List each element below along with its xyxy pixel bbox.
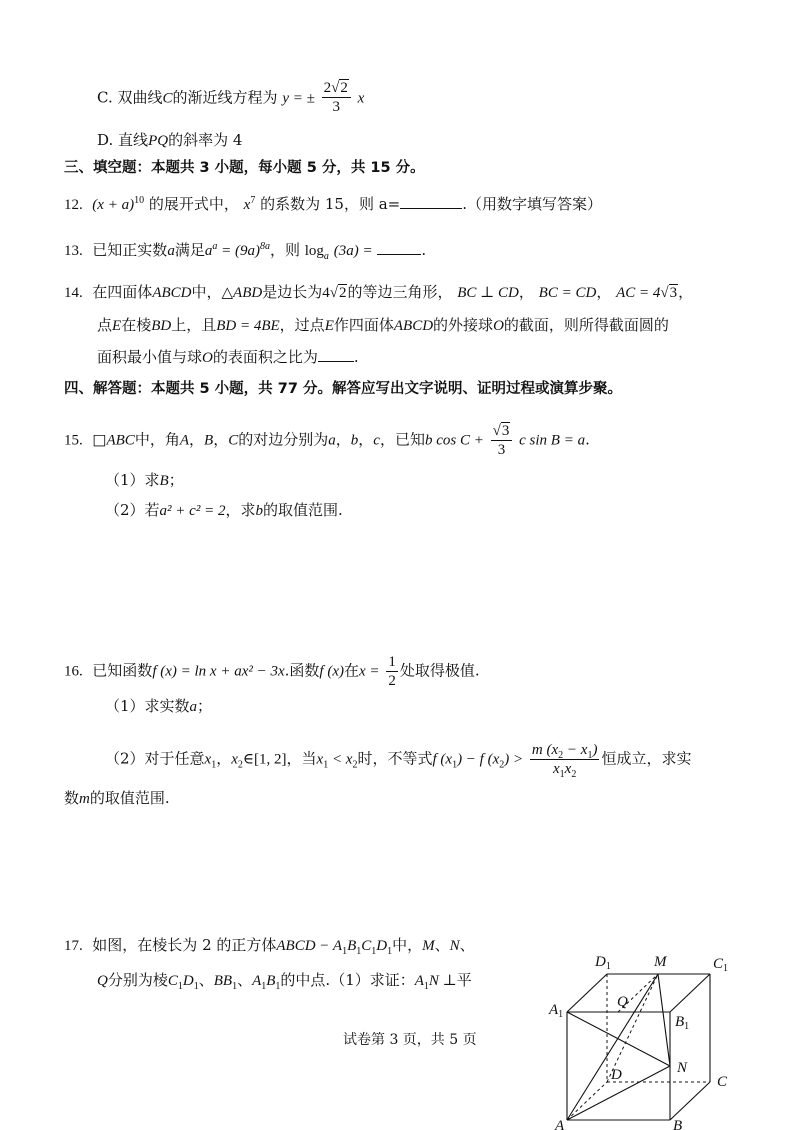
q16-part-2: （2）对于任意$x_1$，$x_2\in[1$, 2]，当$x_1 < x_2$时，不等式f $(x_1) - f$ $(x_2)$ > $\frac{m (x_2 - x_1)}{x_1x_2}$ 恒成立，求实 bbox=[105, 742, 692, 780]
q15-number: 15. bbox=[64, 432, 83, 449]
label-b1: $B_1$ bbox=[675, 1014, 690, 1032]
q17-number: 17. bbox=[64, 938, 83, 954]
q12-answer-blank[interactable] bbox=[400, 194, 462, 209]
option-c-fraction: $\frac{2√2}{3}$ bbox=[322, 79, 351, 116]
q14-number: 14. bbox=[64, 285, 83, 301]
label-m: M bbox=[654, 954, 667, 970]
label-c1: $C_1$ bbox=[713, 956, 729, 974]
option-d-var: PQ bbox=[148, 133, 169, 149]
option-c bbox=[97, 80, 364, 117]
option-c-text2: 的渐近线方程为 bbox=[172, 88, 278, 107]
edge-b1c1 bbox=[670, 974, 710, 1012]
question-16: 16. 已知函数f (x) = ln x + ax² − 3x.函数f (x)在x = $\frac{1}{2}$ 处取得极值. bbox=[64, 654, 480, 689]
option-d-text2: 的斜率为 4 bbox=[168, 131, 243, 149]
label-c: C bbox=[717, 1074, 728, 1090]
edge-bc bbox=[670, 1082, 710, 1120]
section-4-heading: 四、解答题：本题共 5 小题，共 77 分。解答应写出文字说明、证明过程或演算步聚。 bbox=[64, 381, 622, 397]
label-n: N bbox=[677, 1060, 688, 1076]
line-mn bbox=[658, 974, 670, 1066]
label-d1: $D_1$ bbox=[595, 954, 611, 972]
q12-expr: (x + a) bbox=[92, 197, 135, 213]
question-17-line-2: Q分别为棱$C_1D_1$、$BB_1$、$A_1B_1$的中点.（1）求证：$A_1N$ ⊥平 bbox=[97, 971, 472, 992]
question-14-line-1: 14. 在四面体ABCD中，△ABD是边长为4√2的等边三角形， BC ⊥ CD， BC = CD， AC = 4√3， bbox=[64, 283, 694, 301]
question-14-line-2: 点E在棱BD上，且BD = 4BE，过点E作四面体ABCD的外接球O的截面，则所得截面圆的 bbox=[97, 316, 669, 334]
line-dm bbox=[607, 974, 658, 1082]
question-17-line-1: 17. 如图，在棱长为 2 的正方体ABCD − $A_1B_1C_1D_1$中，M、N、 bbox=[64, 936, 475, 957]
q15-fraction: $\frac{√3}{3}$ bbox=[491, 422, 513, 459]
option-c-eq: y = ± bbox=[282, 90, 315, 107]
option-c-var: C bbox=[162, 90, 173, 107]
line-am bbox=[567, 974, 658, 1120]
page-footer: 试卷第 3 页，共 5 页 bbox=[343, 1032, 477, 1048]
q16-part-1: （1）求实数a； bbox=[105, 697, 213, 715]
q13-answer-blank[interactable] bbox=[377, 240, 421, 255]
q13-number: 13. bbox=[64, 243, 83, 259]
option-d-label: D. bbox=[97, 131, 114, 149]
label-b: B bbox=[673, 1118, 683, 1130]
cube-figure bbox=[545, 948, 745, 1130]
option-c-text: 双曲线 bbox=[117, 88, 163, 107]
edge-a1d1 bbox=[567, 974, 607, 1012]
question-13: 13. 已知正实数a满足$a^a = (9a)^{8a}$，则 $\log_a (3a)$ = . bbox=[64, 241, 427, 262]
label-q: Q bbox=[617, 994, 628, 1010]
q12-number: 12. bbox=[64, 197, 83, 213]
q16-part-2-cont: 数m的取值范围. bbox=[64, 789, 170, 807]
q16-ineq-fraction: $\frac{m (x_2 - x_1)}{x_1x_2}$ bbox=[531, 742, 598, 780]
q16-number: 16. bbox=[64, 663, 83, 680]
label-a1: $A_1$ bbox=[549, 1002, 564, 1020]
question-15: 15. □ABC中，角A，B，C的对边分别为a，b，c，已知b cos C + $\frac{√3}{3}$ c sin B = a. bbox=[64, 423, 590, 458]
option-c-label: C. bbox=[97, 88, 113, 107]
label-a: A bbox=[555, 1118, 565, 1130]
question-14-line-3: 面积最小值与球O的表面积之比为 . bbox=[97, 348, 359, 366]
option-c-x: x bbox=[357, 90, 365, 107]
q14-answer-blank[interactable] bbox=[318, 347, 354, 362]
label-d: D bbox=[611, 1067, 622, 1083]
triangle-symbol: □ bbox=[92, 430, 107, 449]
section-3-heading: 三、填空题：本题共 3 小题，每小题 5 分，共 15 分。 bbox=[64, 160, 425, 176]
question-12: 12. $(x + a)^{10}$ 的展开式中， $x^7$ 的系数为 15，则 a= .（用数字填写答案） bbox=[64, 195, 603, 213]
q16-fraction: $\frac{1}{2}$ bbox=[388, 654, 396, 689]
q15-part-2: （2）若a² + c² = 2，求b的取值范围. bbox=[105, 501, 343, 519]
option-d-text: 直线 bbox=[118, 131, 149, 149]
option-d bbox=[97, 130, 242, 151]
q15-part-1: （1）求B； bbox=[105, 471, 184, 489]
